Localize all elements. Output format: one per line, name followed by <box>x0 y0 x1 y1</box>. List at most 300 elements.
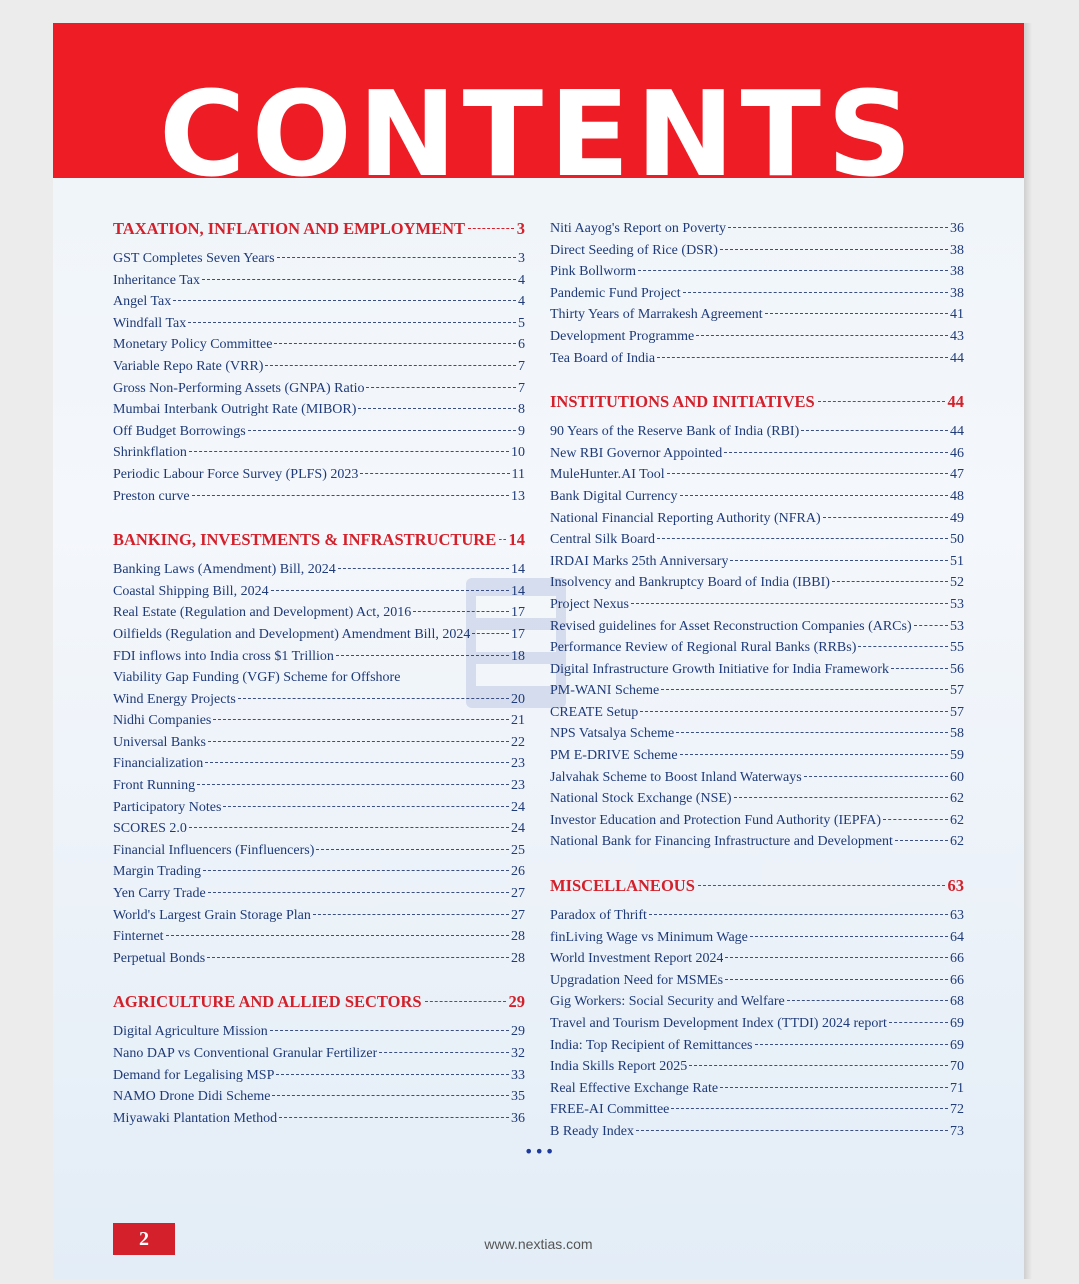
toc-entry[interactable] <box>113 775 525 797</box>
toc-entry-title: Upgradation Need for MSMEs <box>550 972 724 988</box>
toc-entry-title: Front Running <box>113 778 196 794</box>
toc-entry[interactable] <box>113 926 525 948</box>
toc-entry[interactable] <box>113 559 525 581</box>
dot-leader <box>640 711 948 712</box>
toc-entry[interactable] <box>550 551 964 573</box>
toc-entry-page: 51 <box>950 553 964 569</box>
section-gap <box>550 897 964 905</box>
toc-entry[interactable] <box>550 1078 964 1100</box>
section-heading[interactable] <box>550 391 964 413</box>
toc-entry[interactable] <box>550 421 964 443</box>
toc-entry-title: Project Nexus <box>550 596 629 612</box>
toc-entry-title: India Skills Report 2025 <box>550 1059 688 1075</box>
toc-entry[interactable] <box>550 1013 964 1035</box>
toc-entry[interactable] <box>550 616 964 638</box>
dot-leader <box>188 322 516 323</box>
dot-leader <box>724 452 948 453</box>
dot-leader <box>680 754 948 755</box>
dot-leader <box>730 560 948 561</box>
section-title: TAXATION, INFLATION AND EMPLOYMENT <box>113 219 466 238</box>
toc-entry-page: 57 <box>950 683 964 699</box>
toc-entry[interactable] <box>113 1108 525 1130</box>
toc-entry-page: 11 <box>511 466 525 482</box>
dot-leader <box>671 1108 948 1109</box>
toc-entry-page: 18 <box>511 648 525 664</box>
toc-entry-title: Bank Digital Currency <box>550 488 678 504</box>
toc-entry-title: Thirty Years of Marrakesh Agreement <box>550 307 763 323</box>
dot-leader <box>203 870 509 871</box>
toc-entry-title: NAMO Drone Didi Scheme <box>113 1089 271 1105</box>
toc-entry[interactable] <box>550 723 964 745</box>
dot-leader <box>276 1074 509 1075</box>
toc-entry[interactable] <box>550 443 964 465</box>
dot-leader <box>272 1095 509 1096</box>
toc-entry[interactable] <box>113 421 525 443</box>
dot-leader <box>223 806 509 807</box>
toc-entry[interactable] <box>113 840 525 862</box>
contents-page <box>53 23 1024 1279</box>
toc-entry[interactable] <box>550 745 964 767</box>
toc-entry-title: Travel and Tourism Development Index (TTDI) 2024 report <box>550 1016 887 1031</box>
toc-entry-title: Jalvahak Scheme to Boost Inland Waterways <box>550 769 802 785</box>
toc-entry-page: 24 <box>511 821 525 837</box>
dot-leader <box>683 292 948 293</box>
dot-leader <box>755 1044 949 1045</box>
toc-entry-title: Nidhi Companies <box>113 713 212 729</box>
toc-entry-page: 58 <box>950 726 964 742</box>
dot-leader <box>336 655 509 656</box>
dot-leader <box>173 300 516 301</box>
toc-entry-title: Revised guidelines for Asset Reconstruction Companies (ARCs) <box>550 618 912 634</box>
dot-leader <box>360 473 509 474</box>
toc-entry-title: Real Estate (Regulation and Development) Act, 2016 <box>113 605 412 621</box>
dot-leader <box>638 270 948 271</box>
toc-entry-page: 63 <box>950 908 964 924</box>
toc-entry-page: 4 <box>518 294 525 310</box>
toc-entry[interactable] <box>113 248 525 270</box>
toc-entry-page: 57 <box>950 704 964 720</box>
toc-entry-title: Pink Bollworm <box>550 264 636 280</box>
dot-leader <box>889 1022 948 1023</box>
toc-entry[interactable] <box>113 581 525 603</box>
toc-entry-page: 66 <box>950 951 964 967</box>
section-gap <box>550 369 964 391</box>
dot-leader <box>914 625 948 626</box>
toc-entry-title: Central Silk Board <box>550 532 655 548</box>
toc-entry[interactable] <box>113 646 525 668</box>
toc-entry[interactable] <box>113 753 525 775</box>
toc-entry[interactable] <box>550 970 964 992</box>
dot-leader <box>166 935 509 936</box>
toc-entry-title: Margin Trading <box>113 864 202 880</box>
toc-entry-page: 10 <box>511 445 525 461</box>
toc-entry-page: 5 <box>518 315 525 331</box>
toc-entry-title: Mumbai Interbank Outright Rate (MIBOR) <box>113 402 357 418</box>
section-page: 44 <box>947 392 964 412</box>
dot-leader <box>680 495 948 496</box>
dot-leader <box>667 473 948 474</box>
dot-leader <box>338 568 509 569</box>
toc-entry-page: 20 <box>511 691 525 707</box>
toc-entry[interactable] <box>550 348 964 370</box>
dot-leader <box>649 914 948 915</box>
toc-entry-page: 64 <box>950 929 964 945</box>
dot-leader <box>676 732 948 733</box>
toc-entry-page: 69 <box>950 1037 964 1053</box>
dot-leader <box>238 698 509 699</box>
toc-entry-page: 25 <box>511 842 525 858</box>
toc-entry[interactable] <box>113 464 525 486</box>
toc-entry-title: National Stock Exchange (NSE) <box>550 791 732 807</box>
dot-leader <box>720 249 948 250</box>
toc-entry-page: 28 <box>511 950 525 966</box>
toc-entry[interactable] <box>113 442 525 464</box>
section-page: 3 <box>516 219 525 238</box>
dot-leader <box>804 776 948 777</box>
section-title: BANKING, INVESTMENTS & INFRASTRUCTURE <box>113 530 497 550</box>
toc-entry[interactable] <box>113 378 525 400</box>
toc-entry[interactable] <box>550 508 964 530</box>
dot-leader <box>657 357 948 358</box>
toc-entry[interactable] <box>550 702 964 724</box>
section-gap <box>113 1013 525 1021</box>
toc-entry-title: Perpetual Bonds <box>113 950 206 966</box>
toc-entry-title: Participatory Notes <box>113 799 222 815</box>
toc-entry[interactable] <box>550 529 964 551</box>
toc-entry[interactable] <box>550 572 964 594</box>
dot-leader <box>277 257 516 258</box>
toc-entry-page: 23 <box>511 778 525 794</box>
toc-entry-page: 53 <box>950 618 964 634</box>
toc-entry-title: Gross Non-Performing Assets (GNPA) Ratio <box>113 380 365 396</box>
toc-entry-title: Digital Agriculture Mission <box>113 1024 268 1040</box>
dot-leader <box>823 517 948 518</box>
toc-entry-page: 17 <box>511 605 525 621</box>
dot-leader <box>358 408 516 409</box>
toc-entry[interactable] <box>113 667 525 689</box>
toc-entry[interactable] <box>113 1065 525 1087</box>
dot-leader <box>787 1000 948 1001</box>
dot-leader <box>832 581 948 582</box>
toc-entry[interactable] <box>113 861 525 883</box>
toc-entry-title: Miyawaki Plantation Method <box>113 1110 278 1126</box>
dot-leader <box>725 957 948 958</box>
toc-entry[interactable] <box>113 689 525 711</box>
toc-entry[interactable] <box>550 659 964 681</box>
toc-entry[interactable] <box>550 767 964 789</box>
toc-entry-page: 3 <box>518 251 525 266</box>
contents-banner <box>53 23 1024 178</box>
dot-leader <box>750 936 948 937</box>
toc-entry-page: 73 <box>950 1123 964 1139</box>
toc-entry[interactable] <box>550 1099 964 1121</box>
dot-leader <box>689 1065 948 1066</box>
section-gap <box>113 551 525 559</box>
toc-entry[interactable] <box>113 486 525 508</box>
dot-leader <box>413 611 509 612</box>
toc-entry-page: 27 <box>511 907 525 923</box>
toc-entry[interactable] <box>550 948 964 970</box>
section-heading[interactable] <box>550 875 964 897</box>
toc-entry[interactable] <box>550 927 964 949</box>
toc-entry-title: 90 Years of the Reserve Bank of India (RBI) <box>550 424 800 440</box>
toc-entry[interactable] <box>113 948 525 970</box>
toc-entry[interactable] <box>550 991 964 1013</box>
toc-entry[interactable] <box>113 334 525 356</box>
toc-entry[interactable] <box>550 831 964 853</box>
dot-leader <box>895 840 948 841</box>
toc-entry-title: Digital Infrastructure Growth Initiative for India Framework <box>550 661 890 677</box>
dot-leader <box>425 1001 506 1002</box>
toc-entry-page: 23 <box>511 756 525 772</box>
toc-entry[interactable] <box>113 602 525 624</box>
dot-leader <box>891 668 948 669</box>
toc-entry-page: 26 <box>511 864 525 880</box>
toc-entry-page: 6 <box>518 337 525 353</box>
toc-entry[interactable] <box>113 1043 525 1065</box>
toc-entry-title: finLiving Wage vs Minimum Wage <box>550 929 748 945</box>
website-link[interactable]: www.nextias.com <box>484 1236 593 1252</box>
page-number: 2 <box>113 1223 175 1255</box>
dot-leader <box>801 430 948 431</box>
toc-entry[interactable] <box>113 313 525 335</box>
dot-leader <box>728 227 948 228</box>
toc-entry[interactable] <box>550 464 964 486</box>
toc-entry-page: 27 <box>511 886 525 902</box>
toc-entry-page: 33 <box>511 1067 525 1083</box>
page-shadow <box>1024 23 1032 1279</box>
toc-entry-title: Wind Energy Projects <box>113 691 236 707</box>
toc-entry[interactable] <box>113 905 525 927</box>
toc-entry-page: 7 <box>518 358 525 374</box>
dot-leader <box>720 1087 948 1088</box>
toc-entry[interactable] <box>550 283 964 305</box>
dot-leader <box>499 539 505 540</box>
toc-entry[interactable] <box>550 1056 964 1078</box>
toc-entry-page: 46 <box>950 445 964 461</box>
dot-leader <box>192 495 509 496</box>
toc-entry-title: Finternet <box>113 929 164 945</box>
section-gap <box>113 969 525 991</box>
toc-entry[interactable] <box>113 732 525 754</box>
toc-entry-title: National Bank for Financing Infrastructure and Development <box>550 834 893 850</box>
toc-entry-title: IRDAI Marks 25th Anniversary <box>550 553 729 569</box>
toc-entry-page: 36 <box>511 1110 525 1126</box>
toc-entry-page: 28 <box>511 929 525 945</box>
toc-entry[interactable] <box>113 399 525 421</box>
dot-leader <box>725 979 948 980</box>
dot-leader <box>316 849 509 850</box>
dot-leader <box>313 914 509 915</box>
toc-entry-title: Gig Workers: Social Security and Welfare <box>550 994 785 1010</box>
dot-leader <box>631 603 948 604</box>
dot-leader <box>696 335 948 336</box>
toc-entry-title: Paradox of Thrift <box>550 908 647 924</box>
toc-entry-page: 38 <box>950 242 964 258</box>
toc-entry[interactable] <box>550 810 964 832</box>
toc-entry[interactable] <box>550 261 964 283</box>
toc-entry-page: 14 <box>511 583 525 599</box>
toc-entry[interactable] <box>550 788 964 810</box>
toc-entry[interactable] <box>550 594 964 616</box>
toc-entry-page: 50 <box>950 532 964 548</box>
toc-entry-title: Real Effective Exchange Rate <box>550 1080 719 1096</box>
toc-entry[interactable] <box>113 624 525 646</box>
toc-entry-title: Variable Repo Rate (VRR) <box>113 358 264 374</box>
toc-entry-title: PM E-DRIVE Scheme <box>550 748 678 764</box>
toc-entry-title: Yen Carry Trade <box>113 886 206 902</box>
toc-entry-title: Tea Board of India <box>550 350 656 366</box>
toc-entry-title: Off Budget Borrowings <box>113 423 246 439</box>
dot-leader <box>734 797 948 798</box>
section-page: 14 <box>508 530 525 550</box>
toc-entry-title: Development Programme <box>550 328 695 344</box>
continuation-dots: ••• <box>524 1142 556 1161</box>
section-title: AGRICULTURE AND ALLIED SECTORS <box>113 992 422 1012</box>
toc-entry[interactable] <box>550 637 964 659</box>
section-title: MISCELLANEOUS <box>550 876 695 896</box>
toc-entry-page: 41 <box>950 307 964 323</box>
toc-entry[interactable] <box>113 883 525 905</box>
dot-leader <box>661 689 948 690</box>
toc-entry-page: 21 <box>511 713 525 729</box>
toc-entry-title: FREE-AI Committee <box>550 1102 670 1118</box>
section-heading[interactable] <box>113 218 525 240</box>
section-title: INSTITUTIONS AND INITIATIVES <box>550 392 815 412</box>
toc-entry-page: 17 <box>511 626 525 642</box>
toc-entry-title: PM-WANI Scheme <box>550 683 660 699</box>
toc-entry-page: 49 <box>950 510 964 526</box>
toc-entry-page: 9 <box>518 423 525 439</box>
toc-entry-page: 44 <box>950 350 964 366</box>
dot-leader <box>248 430 516 431</box>
toc-entry-title: CREATE Setup <box>550 704 639 720</box>
toc-entry[interactable] <box>550 326 964 348</box>
toc-entry-page: 38 <box>950 264 964 280</box>
section-gap <box>550 413 964 421</box>
dot-leader <box>657 538 948 539</box>
toc-entry-page: 68 <box>950 994 964 1010</box>
toc-entry-title: Demand for Legalising MSP <box>113 1067 275 1083</box>
toc-entry-page: 53 <box>950 596 964 612</box>
toc-entry-page: 62 <box>950 834 964 850</box>
dot-leader <box>208 892 509 893</box>
toc-entry-title: Viability Gap Funding (VGF) Scheme for Offshore <box>113 670 401 686</box>
toc-entry-page: 13 <box>511 488 525 504</box>
toc-entry-page: 43 <box>950 328 964 344</box>
toc-entry[interactable] <box>550 1121 964 1143</box>
toc-entry-page: 47 <box>950 467 964 483</box>
toc-entry-page: 72 <box>950 1102 964 1118</box>
toc-entry-title: Nano DAP vs Conventional Granular Fertilizer <box>113 1046 378 1061</box>
toc-entry-title: National Financial Reporting Authority (NFRA) <box>550 510 821 526</box>
toc-entry[interactable] <box>113 710 525 732</box>
toc-entry-page: 62 <box>950 812 964 828</box>
toc-entry-title: Universal Banks <box>113 734 206 750</box>
toc-entry-title: SCORES 2.0 <box>113 821 187 837</box>
dot-leader <box>274 343 516 344</box>
dot-leader <box>205 762 509 763</box>
page-title: CONTENTS <box>159 65 918 178</box>
section-gap <box>113 240 525 248</box>
toc-entry-title: Angel Tax <box>113 294 172 310</box>
dot-leader <box>468 228 514 229</box>
section-gap <box>550 853 964 875</box>
dot-leader <box>379 1052 509 1053</box>
toc-entry-page: 36 <box>950 221 964 236</box>
toc-entry-title: FDI inflows into India cross $1 Trillion <box>113 648 334 664</box>
toc-entry[interactable] <box>113 291 525 313</box>
toc-entry-page: 52 <box>950 575 964 591</box>
toc-entry-page: 44 <box>950 424 964 440</box>
dot-leader <box>189 451 509 452</box>
toc-entry-title: World's Largest Grain Storage Plan <box>113 907 311 923</box>
dot-leader <box>271 590 509 591</box>
toc-entry-page: 56 <box>950 661 964 677</box>
toc-entry-title: Periodic Labour Force Survey (PLFS) 2023 <box>113 466 359 482</box>
toc-entry-page: 71 <box>950 1080 964 1096</box>
dot-leader <box>366 387 516 388</box>
toc-entry-page: 4 <box>518 272 525 288</box>
toc-entry-title: Direct Seeding of Rice (DSR) <box>550 242 718 258</box>
toc-entry-title: Preston curve <box>113 488 190 504</box>
toc-entry[interactable] <box>550 240 964 262</box>
toc-entry[interactable] <box>550 680 964 702</box>
toc-entry-title: Niti Aayog's Report on Poverty <box>550 221 726 236</box>
toc-entry[interactable] <box>550 905 964 927</box>
toc-entry-page: 35 <box>511 1089 525 1105</box>
toc-entry-title: Insolvency and Bankruptcy Board of India (IBBI) <box>550 575 830 591</box>
toc-entry-title: MuleHunter.AI Tool <box>550 467 665 483</box>
toc-entry-title: Monetary Policy Committee <box>113 337 273 353</box>
toc-entry-page: 70 <box>950 1059 964 1075</box>
toc-entry[interactable] <box>113 270 525 292</box>
toc-entry[interactable] <box>113 1021 525 1043</box>
dot-leader <box>197 784 509 785</box>
toc-entry-title: NPS Vatsalya Scheme <box>550 726 675 742</box>
toc-entry-page: 32 <box>511 1046 525 1061</box>
toc-entry-title: New RBI Governor Appointed <box>550 445 723 461</box>
toc-entry-title: Investor Education and Protection Fund Authority (IEPFA) <box>550 812 882 828</box>
section-heading[interactable] <box>113 529 525 551</box>
toc-entry-page: 48 <box>950 488 964 504</box>
dot-leader <box>765 313 948 314</box>
section-gap <box>113 507 525 529</box>
dot-leader <box>202 279 516 280</box>
dot-leader <box>265 365 516 366</box>
section-heading[interactable] <box>113 991 525 1013</box>
toc-entry-page: 62 <box>950 791 964 807</box>
dot-leader <box>858 646 948 647</box>
toc-entry[interactable] <box>550 1035 964 1057</box>
toc-entry[interactable] <box>550 218 964 240</box>
dot-leader <box>698 885 945 886</box>
contents-column-right <box>550 218 964 1143</box>
dot-leader <box>472 633 509 634</box>
toc-entry[interactable] <box>550 486 964 508</box>
toc-entry[interactable] <box>113 356 525 378</box>
toc-entry-page: 7 <box>518 380 525 396</box>
toc-entry[interactable] <box>113 1086 525 1108</box>
dot-leader <box>883 819 948 820</box>
toc-entry-page: 22 <box>511 734 525 750</box>
toc-entry-page: 14 <box>511 562 525 578</box>
toc-entry-title: Performance Review of Regional Rural Banks (RRBs) <box>550 640 857 656</box>
toc-entry[interactable] <box>113 818 525 840</box>
toc-entry[interactable] <box>550 304 964 326</box>
toc-entry[interactable] <box>113 797 525 819</box>
toc-entry-page: 8 <box>518 402 525 418</box>
